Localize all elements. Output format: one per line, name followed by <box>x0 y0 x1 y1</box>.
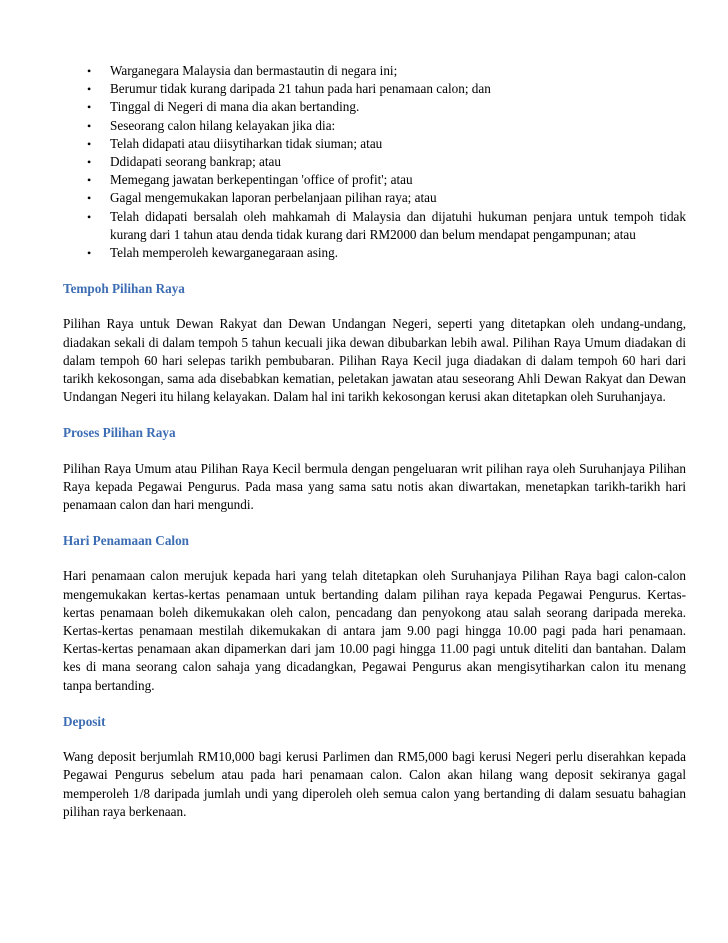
bullet-icon: • <box>87 118 92 133</box>
section-body-deposit: Wang deposit berjumlah RM10,000 bagi kerusi Parlimen dan RM5,000 bagi kerusi Negeri perlu diserahkan kepada Pegawai Pengurus sebelum atau pada hari penamaan calon. Calon akan hilang wang deposit sekiranya gagal memperoleh 1/8 daripada jumlah undi yang diperoleh oleh semua calon yang bertanding di dalam sesuatu bahagian pilihan raya berkenaan. <box>63 749 686 819</box>
list-item: • Tinggal di Negeri di mana dia akan bertanding. <box>110 98 686 116</box>
list-item: • Telah memperoleh kewarganegaraan asing. <box>110 244 686 262</box>
section-body-tempoh: Pilihan Raya untuk Dewan Rakyat dan Dewan Undangan Negeri, seperti yang ditetapkan oleh undang-undang, diadakan sekali di dalam tempoh 5 tahun kecuali jika dewan dibubarkan lebih awal. Pilihan Raya Umum diadakan di dalam tempoh 60 hari selepas tarikh pembubaran. Pilihan Raya Kecil juga diadakan di dalam tempoh 60 hari dari tarikh kekosongan, sama ada disebabkan kematian, peletakan jawatan atau seseorang Ahli Dewan Rakyat dan Dewan Undangan Negeri itu hilang kelayakan. Dalam hal ini tarikh kekosongan kerusi akan ditetapkan oleh Suruhanjaya. <box>63 316 686 405</box>
list-item: • Telah didapati atau diisytiharkan tidak siuman; atau <box>110 135 686 153</box>
bullet-icon: • <box>87 173 92 188</box>
document-page <box>63 62 686 821</box>
list-item: • Gagal mengemukakan laporan perbelanjaan pilihan raya; atau <box>110 189 686 207</box>
bullet-icon: • <box>87 246 92 261</box>
list-item: • Memegang jawatan berkepentingan 'office of profit'; atau <box>110 171 686 189</box>
list-item: • Warganegara Malaysia dan bermastautin di negara ini; <box>110 62 686 80</box>
section-heading-deposit: Deposit <box>63 713 106 729</box>
bullet-icon: • <box>87 82 92 97</box>
bullet-icon: • <box>87 64 92 78</box>
bullet-icon: • <box>87 209 92 224</box>
section-heading-hari-penamaan: Hari Penamaan Calon <box>63 533 190 549</box>
bullet-icon: • <box>87 100 92 115</box>
eligibility-bullet-list <box>63 62 686 262</box>
section-body-proses: Pilihan Raya Umum atau Pilihan Raya Kecil bermula dengan pengeluaran writ pilihan raya oleh Suruhanjaya Pilihan Raya kepada Pegawai Pengurus. Pada masa yang sama satu notis akan diwartakan, menetapkan tarikh-tarikh hari penamaan calon dan hari mengundi. <box>63 460 686 513</box>
section-heading-proses: Proses Pilihan Raya <box>63 425 176 441</box>
list-item: • Berumur tidak kurang daripada 21 tahun pada hari penamaan calon; dan <box>110 80 686 98</box>
section-body-hari-penamaan: Hari penamaan calon merujuk kepada hari yang telah ditetapkan oleh Suruhanjaya Pilihan Raya bagi calon-calon mengemukakan kertas-kertas penamaan untuk bertanding dalam pilihan raya kepada Pegawai Pengurus. Kertas-kertas penamaan boleh dikemukakan oleh calon, pencadang dan penyokong atau salah seorang daripada mereka. Kertas-kertas penamaan mestilah dikemukakan di antara jam 9.00 pagi hingga 10.00 pagi pada hari penamaan. Kertas-kertas penamaan akan dipamerkan dari jam 10.00 pagi hingga 11.00 pagi untuk diteliti dan bantahan. Dalam kes di mana seorang calon sahaja yang dicadangkan, Pegawai Pengurus akan mengisytiharkan calon itu menang tanpa bertanding. <box>63 568 686 693</box>
section-heading-tempoh: Tempoh Pilihan Raya <box>63 281 185 297</box>
list-item: • Seseorang calon hilang kelayakan jika dia: <box>110 117 686 135</box>
list-item: • Telah didapati bersalah oleh mahkamah di Malaysia dan dijatuhi hukuman penjara untuk tempoh tidak kurang dari 1 tahun atau denda tidak kurang dari RM2000 dan belum mendapat pengampunan; atau <box>87 208 686 242</box>
bullet-icon: • <box>87 155 92 170</box>
bullet-icon: • <box>87 136 92 151</box>
list-item: • Ddidapati seorang bankrap; atau <box>110 153 686 171</box>
bullet-icon: • <box>87 191 92 206</box>
